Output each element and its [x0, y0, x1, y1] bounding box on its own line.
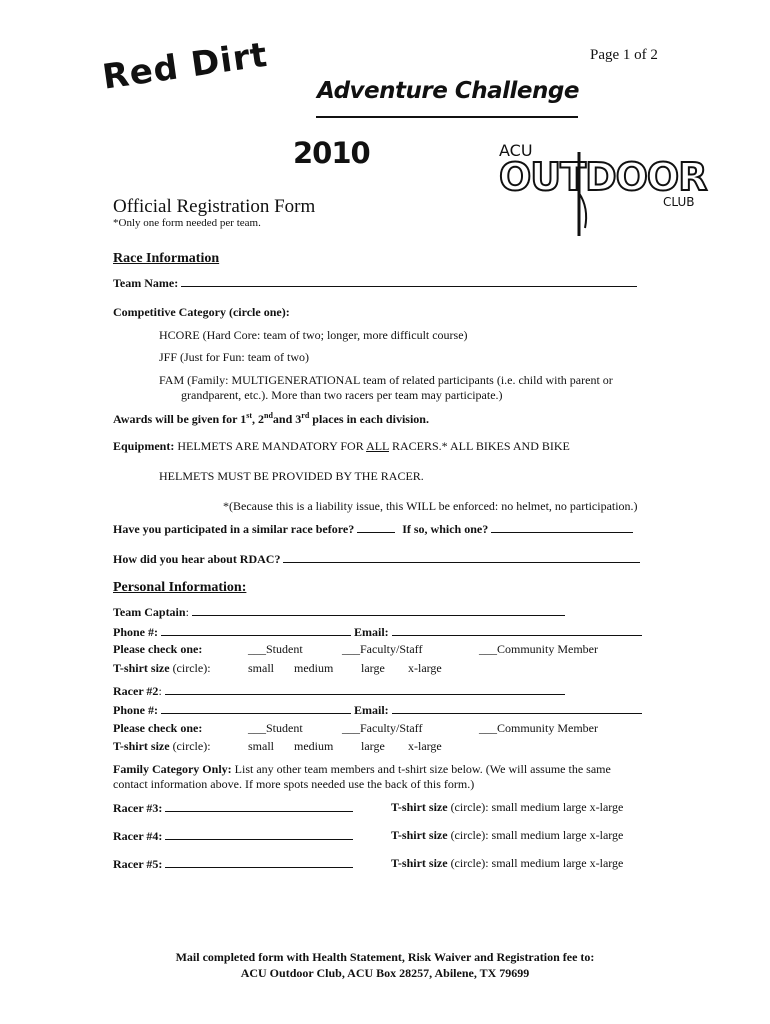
racer2-size-xlarge[interactable]: x-large — [408, 739, 442, 753]
category-fam[interactable]: FAM (Family: MULTIGENERATIONAL team of related participants (i.e. child with parent or — [159, 373, 613, 387]
family-instructions-continued: contact information above. If more spots needed use the back of this form.) — [113, 777, 475, 791]
captain-size-medium[interactable]: medium — [294, 661, 334, 675]
captain-faculty-option[interactable]: ___Faculty/Staff — [342, 642, 423, 656]
form-title: Official Registration Form — [113, 196, 316, 217]
which-race-field[interactable] — [491, 521, 633, 533]
participated-field[interactable] — [357, 521, 395, 533]
racer4-size-options[interactable]: (circle): small medium large x-large — [450, 828, 624, 842]
racer2-row: Racer #2: — [113, 683, 565, 699]
racer2-size-small[interactable]: small — [248, 739, 274, 753]
club-logo-club: CLUB — [663, 195, 695, 209]
racer2-size-large[interactable]: large — [361, 739, 385, 753]
event-year: 2010 — [293, 136, 370, 170]
category-jff[interactable]: JFF (Just for Fun: team of two) — [159, 350, 309, 364]
category-hcore[interactable]: HCORE (Hard Core: team of two; longer, more difficult course) — [159, 328, 468, 342]
racer2-size-medium[interactable]: medium — [294, 739, 334, 753]
racer2-student-option[interactable]: ___Student — [248, 721, 303, 735]
category-label: Competitive Category (circle one): — [113, 305, 290, 319]
captain-size-xlarge[interactable]: x-large — [408, 661, 442, 675]
captain-size-small[interactable]: small — [248, 661, 274, 675]
racer2-name-field[interactable] — [165, 683, 565, 695]
team-name-label: Team Name: — [113, 276, 179, 290]
team-name-row — [113, 275, 637, 291]
captain-phone-email-row: Phone #: Email: — [113, 624, 642, 640]
racer3-size-options[interactable]: (circle): small medium large x-large — [450, 800, 624, 814]
family-instructions: Family Category Only: List any other team members and t-shirt size below. (We will assume the same — [113, 762, 611, 776]
outdoor-club-logo — [497, 138, 712, 238]
racer2-faculty-option[interactable]: ___Faculty/Staff — [342, 721, 423, 735]
equipment-text: Equipment: HELMETS ARE MANDATORY FOR ALL RACERS.* ALL BIKES AND BIKE — [113, 439, 570, 453]
category-fam-continued: grandparent, etc.). More than two racers per team may participate.) — [181, 388, 503, 402]
form-note: *Only one form needed per team. — [113, 217, 261, 229]
participated-row: Have you participated in a similar race before? If so, which one? — [113, 521, 633, 537]
racer2-email-field[interactable] — [392, 702, 642, 714]
racer2-phone-email-row: Phone #: Email: — [113, 702, 642, 718]
captain-name-field[interactable] — [192, 604, 565, 616]
racer5-size-options[interactable]: (circle): small medium large x-large — [450, 856, 624, 870]
club-logo-acu: ACU — [499, 141, 533, 160]
personal-info-heading: Personal Information: — [113, 580, 247, 595]
adventure-challenge-text: Adventure Challenge — [317, 78, 579, 104]
page-number: Page 1 of 2 — [590, 47, 658, 63]
awards-text: Awards will be given for 1st, 2ndand 3rd places in each division. — [113, 411, 429, 426]
red-dirt-logo-text: Red Dirt — [100, 34, 271, 98]
mailing-line-1: Mail completed form with Health Statement, Risk Waiver and Registration fee to: — [175, 950, 595, 964]
mailing-address: ACU Outdoor Club, ACU Box 28257, Abilene, TX 79699 — [240, 966, 530, 980]
team-name-field[interactable] — [181, 275, 637, 287]
racer2-phone-field[interactable] — [161, 702, 351, 714]
racer5-name-field[interactable] — [165, 856, 353, 868]
captain-community-option[interactable]: ___Community Member — [479, 642, 598, 656]
mailing-instructions — [0, 949, 770, 981]
hear-about-row: How did you hear about RDAC? — [113, 551, 640, 567]
captain-email-field[interactable] — [392, 624, 642, 636]
liability-note: *(Because this is a liability issue, this WILL be enforced: no helmet, no participation.) — [223, 499, 638, 513]
captain-size-large[interactable]: large — [361, 661, 385, 675]
racer3-name-field[interactable] — [165, 800, 353, 812]
captain-student-option[interactable]: ___Student — [248, 642, 303, 656]
racer4-name-field[interactable] — [165, 828, 353, 840]
club-logo-outdoor: OUTDOOR — [499, 155, 707, 199]
hear-about-field[interactable] — [283, 551, 640, 563]
captain-row: Team Captain: — [113, 604, 565, 620]
equipment-text-continued: HELMETS MUST BE PROVIDED BY THE RACER. — [159, 469, 424, 483]
race-info-heading: Race Information — [113, 251, 220, 266]
title-underline — [316, 116, 578, 118]
racer2-community-option[interactable]: ___Community Member — [479, 721, 598, 735]
captain-phone-field[interactable] — [161, 624, 351, 636]
